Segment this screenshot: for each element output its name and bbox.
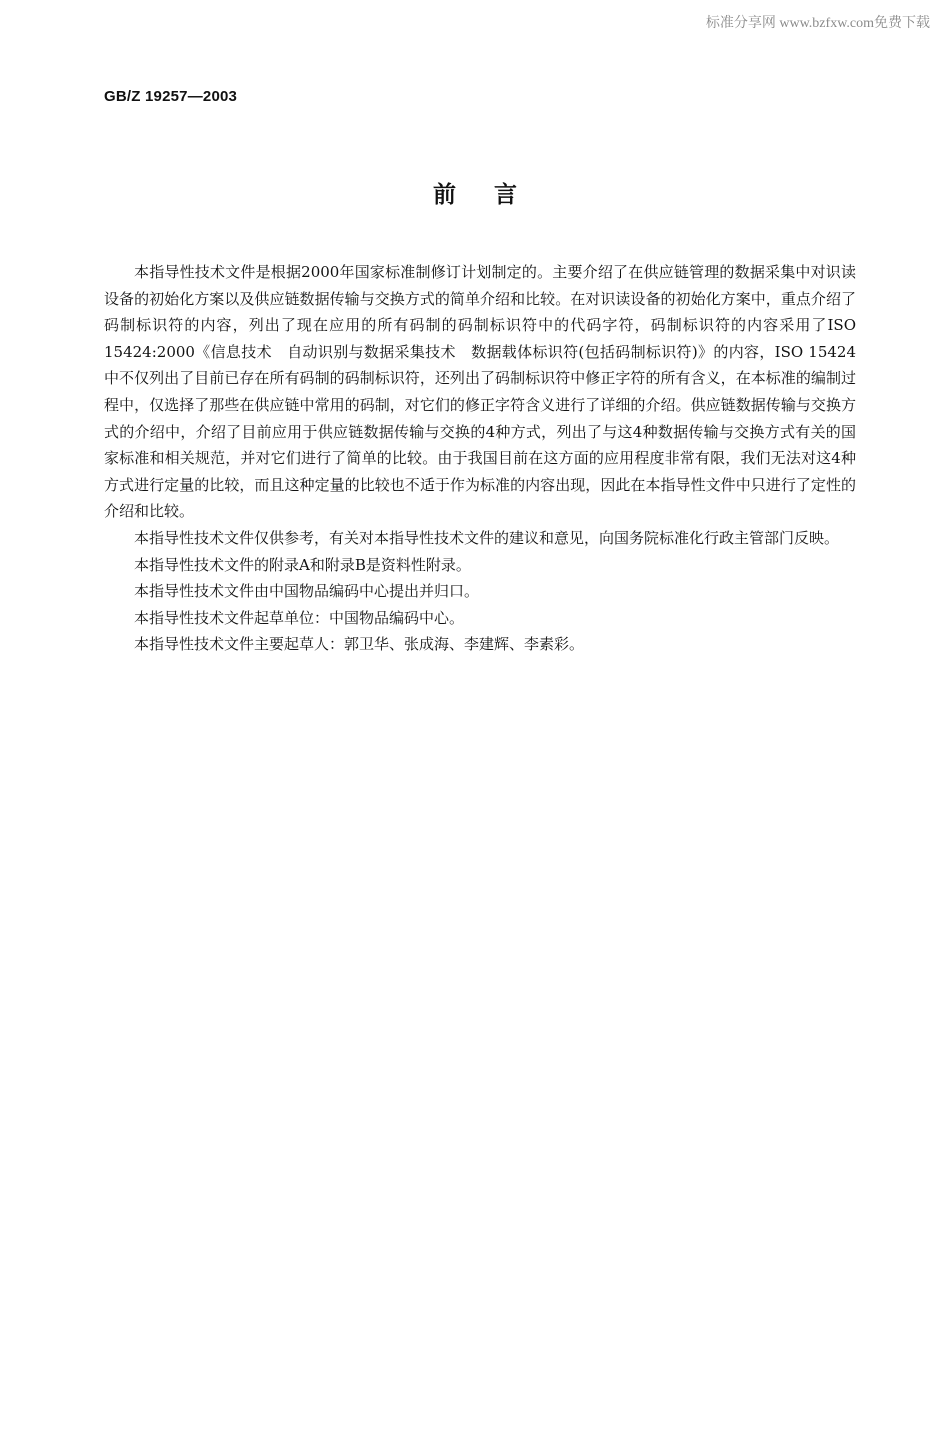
- page-title: 前言: [433, 182, 555, 208]
- paragraph-intro: 本指导性技术文件是根据2000年国家标准制修订计划制定的。主要介绍了在供应链管理的数据采集中对识读设备的初始化方案以及供应链数据传输与交换方式的简单介绍和比较。在对识读设备的初始化方案中，重点介绍了码制标识符的内容，列出了现在应用的所有码制的码制标识符中的代码字符，码制标识符的内容采用了ISO 15424:2000《信息技术 自动识别与数据采集技术 数据载体标识符(包括码制标识符)》的内容，ISO 15424中不仅列出了目前已存在所有码制的码制标识符，还列出了码制标识符中修正字符的所有含义，在本标准的编制过程中，仅选择了那些在供应链中常用的码制，对它们的修正字符含义进行了详细的介绍。供应链数据传输与交换方式的介绍中，介绍了目前应用于供应链数据传输与交换的4种方式，列出了与这4种数据传输与交换方式有关的国家标准和相关规范，并对它们进行了简单的比较。由于我国目前在这方面的应用程度非常有限，我们无法对这4种方式进行定量的比较，而且这种定量的比较也不适于作为标准的内容出现，因此在本指导性文件中只进行了定性的介绍和比较。: [104, 263, 856, 521]
- paragraph-reference: 本指导性技术文件仅供参考，有关对本指导性技术文件的建议和意见，向国务院标准化行政主管部门反映。: [134, 528, 840, 547]
- document-code: GB/Z 19257—2003: [104, 88, 238, 105]
- paragraph-drafters: 本指导性技术文件主要起草人：郭卫华、张成海、李建辉、李素彩。: [134, 635, 585, 654]
- preface-body: [104, 259, 856, 658]
- paragraph-proposer: 本指导性技术文件由中国物品编码中心提出并归口。: [134, 582, 480, 601]
- paragraph-appendix: 本指导性技术文件的附录A和附录B是资料性附录。: [134, 555, 471, 574]
- paragraph-drafting-unit: 本指导性技术文件起草单位：中国物品编码中心。: [134, 608, 465, 627]
- watermark-text: 标准分享网 www.bzfxw.com免费下载: [705, 16, 930, 31]
